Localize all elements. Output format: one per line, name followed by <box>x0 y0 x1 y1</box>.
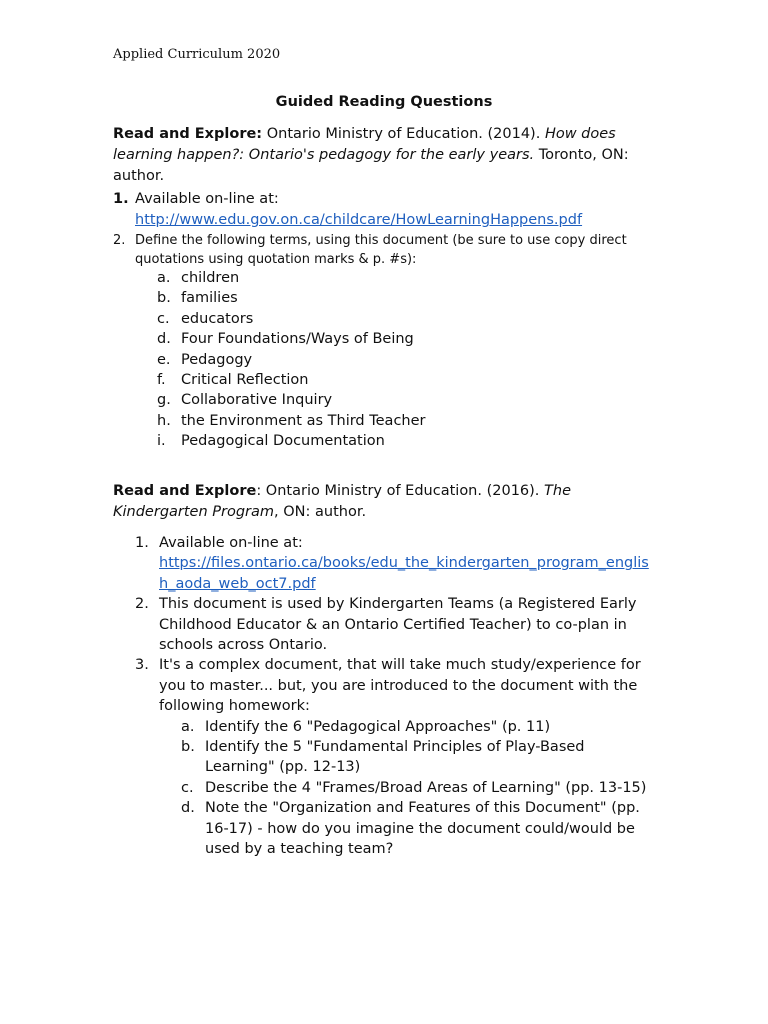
homework-letter: d. <box>181 800 195 817</box>
reference-1-title: How does learning happen?: Ontario's pedagogy for the early years. <box>113 126 616 163</box>
term-letter: e. <box>157 351 171 368</box>
list-item <box>135 533 655 594</box>
reference-1-pre: Ontario Ministry of Education. (2014). <box>262 126 545 142</box>
reference-2-lead: Read and Explore <box>113 483 257 499</box>
term-text: the Environment as Third Teacher <box>181 412 426 429</box>
reference-2-pre: : Ontario Ministry of Education. (2016). <box>256 483 545 499</box>
term-letter: a. <box>157 270 171 286</box>
term-letter: f. <box>157 372 166 389</box>
homework-letter: c. <box>181 779 194 796</box>
list-item <box>135 594 655 655</box>
list-item-1-number: 1. <box>113 191 129 207</box>
term-letter: g. <box>157 392 171 409</box>
term-text: Pedagogical Documentation <box>181 433 385 450</box>
term-text: Four Foundations/Ways of Being <box>181 331 414 348</box>
list-item <box>157 288 426 308</box>
list-item <box>157 268 426 288</box>
term-letter: h. <box>157 412 171 429</box>
list-item <box>157 309 426 329</box>
document-header: Applied Curriculum 2020 <box>113 47 281 62</box>
term-text: Critical Reflection <box>181 372 309 389</box>
list-item <box>157 370 426 390</box>
homework-text: Identify the 6 "Pedagogical Approaches" (p. 11) <box>205 718 551 735</box>
terms-list <box>157 268 426 452</box>
term-text: children <box>181 270 240 286</box>
item-number: 2. <box>135 596 149 613</box>
term-letter: d. <box>157 331 171 348</box>
reference-2 <box>113 481 653 523</box>
reference-1-lead: Read and Explore: <box>113 126 263 142</box>
list-item <box>157 329 426 349</box>
list-item-2 <box>113 231 653 269</box>
homework-item <box>181 737 655 778</box>
list-item <box>135 655 655 859</box>
reference-1-post: Toronto, ON: author. <box>113 147 629 184</box>
homework-text: Describe the 4 "Frames/Broad Areas of Learning" (pp. 13-15) <box>205 779 647 796</box>
list-item <box>157 390 426 410</box>
page-title: Guided Reading Questions <box>275 94 493 110</box>
item-text: Available on-line at: <box>159 535 303 551</box>
reference-1 <box>113 124 653 187</box>
homework-text: Identify the 5 "Fundamental Principles of Play-Based Learning" (pp. 12-13) <box>205 739 585 776</box>
item-number: 3. <box>135 657 149 674</box>
list-item <box>157 411 426 431</box>
term-text: families <box>181 290 238 307</box>
term-text: educators <box>181 310 254 327</box>
homework-letter: a. <box>181 718 195 735</box>
list-item-2-text: Define the following terms, using this document (be sure to use copy direct quotations using quotation marks & p. #s): <box>135 233 627 267</box>
term-letter: b. <box>157 290 171 307</box>
list-item <box>157 350 426 370</box>
term-letter: c. <box>157 310 170 327</box>
kindergarten-program-link[interactable]: https://files.ontario.ca/books/edu_the_kindergarten_program_english_aoda_web_oct7.pdf <box>159 555 649 592</box>
homework-item <box>181 798 655 859</box>
list-item-2-number: 2. <box>113 233 126 248</box>
list-item-1 <box>113 189 653 231</box>
reference-2-post: , ON: author. <box>274 504 367 520</box>
how-learning-happens-link[interactable]: http://www.edu.gov.on.ca/childcare/HowLearningHappens.pdf <box>135 212 583 228</box>
homework-item <box>181 778 655 798</box>
term-text: Collaborative Inquiry <box>181 392 333 409</box>
term-text: Pedagogy <box>181 351 253 368</box>
reference-2-title: The Kindergarten Program <box>113 483 571 520</box>
homework-letter: b. <box>181 739 195 756</box>
list-item-1-text: Available on-line at: <box>135 191 279 207</box>
term-letter: i. <box>157 433 166 450</box>
homework-text: Note the "Organization and Features of this Document" (pp. 16-17) - how do you imagine the document could/would be used by a teaching team? <box>205 800 640 858</box>
item-text: This document is used by Kindergarten Teams (a Registered Early Childhood Educator & an Ontario Certified Teacher) to co-plan in schools across Ontario. <box>159 596 637 654</box>
homework-item <box>181 717 655 737</box>
list-item <box>157 431 426 451</box>
kindergarten-list <box>135 533 655 860</box>
item-number: 1. <box>135 535 149 551</box>
item-text: It's a complex document, that will take much study/experience for you to master... but, you are introduced to the document with the following homework: <box>159 657 641 715</box>
